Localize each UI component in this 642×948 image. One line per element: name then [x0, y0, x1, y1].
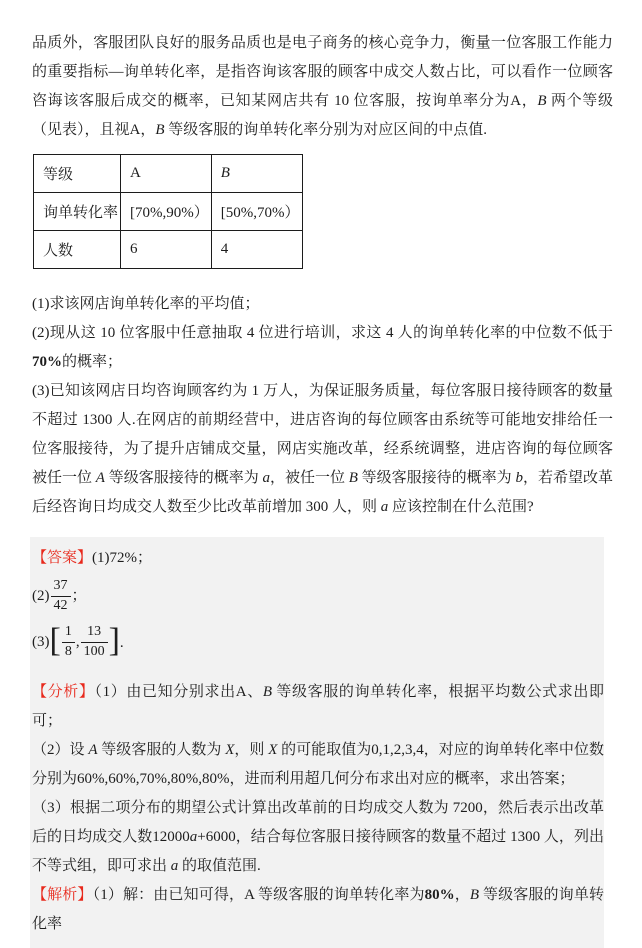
- table-cell-rate-b: [50%,70%）: [211, 193, 302, 231]
- fraction-37-42: [51, 577, 71, 614]
- explanation-line: [32, 881, 604, 939]
- answer-2-suffix: ；: [71, 588, 87, 604]
- analysis-section: [32, 678, 604, 881]
- answer-3-prefix: (3): [32, 634, 50, 650]
- grade-table: [33, 154, 303, 269]
- fraction-denominator: 42: [53, 597, 68, 613]
- answer-1-text: (1)72%；: [92, 550, 153, 566]
- table-cell-count-label: 人数: [34, 231, 121, 269]
- interval-comma: ,: [75, 634, 80, 650]
- table-cell-count-a: 6: [121, 231, 212, 269]
- question-1: (1)求该网店询单转化率的平均值；: [32, 296, 260, 312]
- explanation-label: 【解析】: [32, 887, 93, 903]
- table-cell-rate-a: [70%,90%）: [121, 193, 212, 231]
- table-cell-grade-a: A: [121, 155, 212, 193]
- fraction-13-100: [81, 623, 108, 660]
- table-row-headcount: [34, 231, 303, 269]
- answer-2-prefix: (2): [32, 588, 50, 604]
- answer-panel: [30, 537, 604, 948]
- question-2: (2)现从这 10 位客服中任意抽取 4 位进行培训，求这 4 人的询单转化率的中位数不低于70%的概率；: [32, 325, 613, 370]
- analysis-item-2: （2）设 A 等级客服的人数为 X，则 X 的可能取值为0,1,2,3,4，对应的询单转化率中位数分别为60%,60%,70%,80%,80%，进而利用超几何分布求出对应的概率，求出答案；: [32, 742, 604, 787]
- left-bracket: [: [49, 622, 61, 659]
- answer-line-1: [32, 544, 604, 573]
- fraction-numerator: 13: [81, 623, 108, 642]
- answer-label: 【答案】: [32, 550, 93, 566]
- analysis-item-1: [32, 678, 604, 736]
- table-cell-grade-label: 等级: [34, 155, 121, 193]
- fraction-numerator: 37: [51, 577, 71, 596]
- question-3: (3)已知该网店日均咨询顾客约为 1 万人，为保证服务质量，每位客服日接待顾客的数量不超过 1300 人.在网店的前期经营中，进店咨询的每位顾客由系统等可能地安排给任一位客服接待，为了提升店铺成交量，网店实施改革，经系统调整，进店咨询的每位顾客被任一位 A 等级客服接待的概率为 a，被任一位 B 等级客服接待的概率为 b，若希望改革后经咨询日均成交人数至少比改革前增加 300 人，则 a 应该控制在什么范围?: [32, 383, 613, 515]
- analysis-item-3: （3）根据二项分布的期望公式计算出改革前的日均成交人数为 7200，然后表示出改革后的日均成交人数12000a+6000，结合每位客服日接待顾客的数量不超过 1300 人，列出不等式组，即可求出 a 的取值范围.: [32, 800, 604, 874]
- analysis-1-text: （1）由已知分别求出A、B 等级客服的询单转化率，根据平均数公式求出即可；: [32, 684, 604, 729]
- table-row-grade: [34, 155, 303, 193]
- table-cell-count-b: 4: [211, 231, 302, 269]
- table-cell-grade-b: B: [211, 155, 302, 193]
- answer-line-3: [32, 619, 604, 665]
- fraction-numerator: 1: [62, 623, 75, 642]
- answer-line-2: [32, 573, 604, 619]
- intro-paragraph: 品质外，客服团队良好的服务品质也是电子商务的核心竞争力，衡量一位客服工作能力的重要指标—询单转化率，是指咨询该客服的顾客中成交人数占比，可以看作一位顾客咨诲该客服后成交的概率，已知某网店共有 10 位客服，按询单率分为A，B 两个等级（见表），且视A，B 等级客服的询单转化率分别为对应区间的中点值.: [32, 35, 613, 138]
- fraction-denominator: 100: [83, 643, 105, 659]
- analysis-label: 【分析】: [32, 684, 95, 700]
- answer-3-suffix: .: [119, 635, 124, 651]
- explanation-text: （1）解：由已知可得，A 等级客服的询单转化率为80%，B 等级客服的询单转化率: [32, 887, 604, 932]
- right-bracket: ]: [108, 622, 120, 659]
- question-list: [32, 290, 614, 522]
- fraction-denominator: 8: [64, 643, 72, 659]
- table-cell-rate-label: 询单转化率: [34, 193, 121, 231]
- table-row-conversion-rate: [34, 193, 303, 231]
- fraction-1-8: [62, 623, 75, 660]
